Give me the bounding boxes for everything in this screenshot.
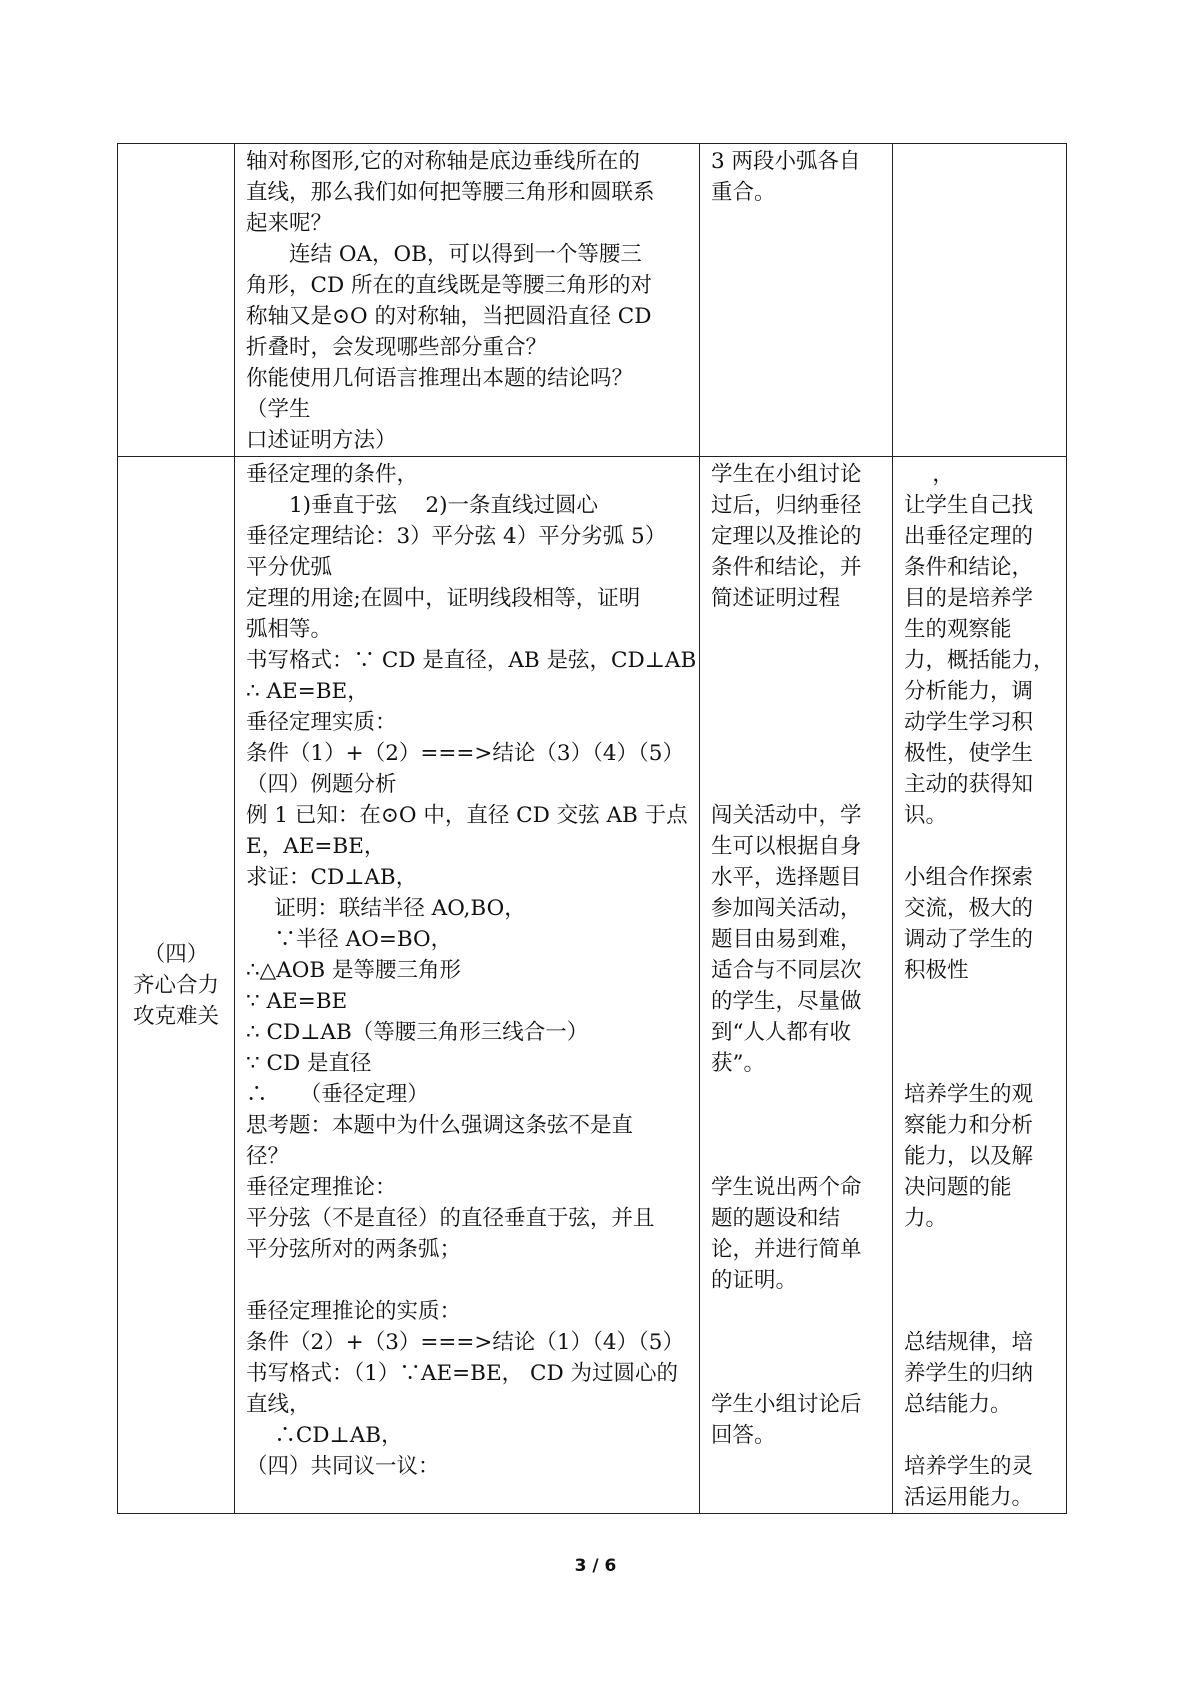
text-line: E，AE=BE， <box>246 834 386 859</box>
text-line: 积极性 <box>904 958 969 983</box>
text-line: 题的题设和结 <box>711 1206 841 1231</box>
page-number: 3 / 6 <box>574 1556 617 1576</box>
design-purpose-cell <box>893 144 1067 457</box>
blank-line <box>711 1110 884 1141</box>
text-line: 定理以及推论的 <box>711 524 862 549</box>
blank-line <box>904 1048 1058 1079</box>
text-line: 径？ <box>246 1144 290 1169</box>
text-line: 总结能力。 <box>904 1392 1012 1417</box>
text-line: 题目由易到难， <box>711 927 862 952</box>
text-line: ∴ （垂径定理） <box>246 1082 429 1107</box>
text-line: 条件（2）+（3）===>结论（1）（4）（5） <box>246 1330 684 1355</box>
text-line: ∵ AE=BE <box>246 989 348 1014</box>
text-line: 连结 OA，OB，可以得到一个等腰三 <box>246 242 642 267</box>
blank-line <box>711 1358 884 1389</box>
stage-cell <box>118 144 235 457</box>
blank-line <box>904 1420 1058 1451</box>
text-line: 生的观察能 <box>904 617 1012 642</box>
text-line: 主动的获得知 <box>904 772 1034 797</box>
text-line: 极性，使学生 <box>904 741 1034 766</box>
text-line: 能力，以及解 <box>904 1144 1034 1169</box>
blank-line <box>904 831 1058 862</box>
table-row <box>118 457 1067 1514</box>
blank-line <box>711 769 884 800</box>
blank-line <box>711 1296 884 1327</box>
text-line: 学生说出两个命 <box>711 1175 862 1200</box>
blank-line <box>711 1079 884 1110</box>
text-line: 培养学生的灵 <box>904 1454 1034 1479</box>
text-line: 力，概括能力， <box>904 648 1055 673</box>
text-line: 条件和结论， <box>904 555 1034 580</box>
design-purpose-cell <box>893 457 1067 1514</box>
text-line: 的学生，尽量做 <box>711 989 862 1014</box>
text-line: 力。 <box>904 1206 948 1231</box>
text-line: 获”。 <box>711 1051 765 1076</box>
text-line: （四）例题分析 <box>246 772 397 797</box>
blank-line <box>904 1017 1058 1048</box>
text-line: 水平，选择题目 <box>711 865 862 890</box>
text-line: 轴对称图形,它的对称轴是底边垂线所在的 <box>246 149 640 174</box>
student-activity-cell <box>700 457 893 1514</box>
text-line: 回答。 <box>711 1423 776 1448</box>
text-line: 证明：联结半径 AO,BO， <box>246 896 526 921</box>
text-line: 直线，那么我们如何把等腰三角形和圆联系 <box>246 180 655 205</box>
text-line: 攻克难关 <box>132 1003 219 1029</box>
blank-line <box>711 1141 884 1172</box>
text-line: 识。 <box>904 803 948 828</box>
content-cell <box>235 144 700 457</box>
text-line: 目的是培养学 <box>904 586 1034 611</box>
text-line: ∵ CD 是直径 <box>246 1051 372 1076</box>
text-line: 分析能力，调 <box>904 679 1034 704</box>
text-line: 学生在小组讨论 <box>711 462 862 487</box>
text-line: 垂径定理结论：3）平分弦 4）平分劣弧 5） <box>246 524 667 549</box>
text-line: 动学生学习积 <box>904 710 1034 735</box>
blank-line <box>711 676 884 707</box>
text-line: 简述证明过程 <box>711 586 841 611</box>
text-line: 书写格式：∵ CD 是直径，AB 是弦，CD⊥AB <box>246 648 697 673</box>
text-line: 论，并进行简单 <box>711 1237 862 1262</box>
blank-line <box>246 1265 691 1296</box>
text-line: 定理的用途;在圆中，证明线段相等，证明 <box>246 586 641 611</box>
text-line: 到“人人都有收 <box>711 1020 851 1045</box>
text-line: 调动了学生的 <box>904 927 1034 952</box>
text-line: ， <box>904 462 954 487</box>
text-line: 小组合作探索 <box>904 865 1034 890</box>
text-line: 察能力和分析 <box>904 1113 1034 1138</box>
lesson-table <box>117 143 1067 1514</box>
text-line: ∴ CD⊥AB（等腰三角形三线合一） <box>246 1020 589 1045</box>
text-line: 平分优弧 <box>246 555 333 580</box>
text-line: 条件和结论，并 <box>711 555 862 580</box>
text-line: 思考题：本题中为什么强调这条弦不是直 <box>246 1113 634 1138</box>
text-line: 生可以根据自身 <box>711 834 862 859</box>
text-line: 垂径定理推论的实质： <box>246 1299 462 1324</box>
text-line: 重合。 <box>711 180 776 205</box>
blank-line <box>711 738 884 769</box>
content-cell <box>235 457 700 1514</box>
text-line: 3 两段小弧各自 <box>711 149 861 174</box>
table-row <box>118 144 1067 457</box>
text-line: 的证明。 <box>711 1268 798 1293</box>
text-line: 参加闯关活动， <box>711 896 862 921</box>
text-line: 出垂径定理的 <box>904 524 1034 549</box>
text-line: 垂径定理的条件， <box>246 462 419 487</box>
text-line: （四） <box>143 941 209 967</box>
text-line: 平分弦（不是直径）的直径垂直于弦，并且 <box>246 1206 655 1231</box>
text-line: 1)垂直于弦 2)一条直线过圆心 <box>246 493 598 518</box>
text-line: 让学生自己找 <box>904 493 1034 518</box>
text-line: 求证：CD⊥AB， <box>246 865 418 890</box>
text-line: （四）共同议一议： <box>246 1454 440 1479</box>
student-activity-cell <box>700 144 893 457</box>
text-line: 过后，归纳垂径 <box>711 493 862 518</box>
text-line: ∴△AOB 是等腰三角形 <box>246 958 462 983</box>
stage-cell <box>118 457 235 1514</box>
blank-line <box>904 1265 1058 1296</box>
blank-line <box>711 614 884 645</box>
text-line: 起来呢？ <box>246 211 333 236</box>
blank-line <box>711 1327 884 1358</box>
text-line: 总结规律，培 <box>904 1330 1034 1355</box>
blank-line <box>711 707 884 738</box>
text-line: 培养学生的观 <box>904 1082 1034 1107</box>
text-line: 闯关活动中，学 <box>711 803 862 828</box>
text-line: 弧相等。 <box>246 617 333 642</box>
text-line: 书写格式：（1）∵AE=BE， CD 为过圆心的 <box>246 1361 679 1386</box>
text-line: 交流，极大的 <box>904 896 1034 921</box>
text-line: （学生 <box>246 397 311 422</box>
text-line: 适合与不同层次 <box>711 958 862 983</box>
text-line: 学生小组讨论后 <box>711 1392 862 1417</box>
text-line: ∴ AE=BE， <box>246 679 369 704</box>
text-line: 直线， <box>246 1392 311 1417</box>
text-line: 折叠时，会发现哪些部分重合？ <box>246 335 548 360</box>
text-line: 活运用能力。 <box>904 1485 1034 1510</box>
text-line: 角形，CD 所在的直线既是等腰三角形的对 <box>246 273 653 298</box>
text-line: 口述证明方法） <box>246 428 397 453</box>
text-line: 垂径定理实质： <box>246 710 397 735</box>
text-line: 例 1 已知：在⊙O 中，直径 CD 交弦 AB 于点 <box>246 803 688 828</box>
text-line: 条件（1）+（2）===>结论（3）（4）（5） <box>246 741 684 766</box>
text-line: 养学生的归纳 <box>904 1361 1034 1386</box>
text-line: 垂径定理推论： <box>246 1175 397 1200</box>
text-line: ∵半径 AO=BO， <box>246 927 453 952</box>
text-line: 你能使用几何语言推理出本题的结论吗？ <box>246 366 634 391</box>
text-line: 称轴又是⊙O 的对称轴，当把圆沿直径 CD <box>246 304 652 329</box>
blank-line <box>904 986 1058 1017</box>
text-line: 决问题的能 <box>904 1175 1012 1200</box>
blank-line <box>904 1296 1058 1327</box>
text-line: 平分弦所对的两条弧； <box>246 1237 462 1262</box>
text-line: ∴CD⊥AB， <box>246 1423 403 1448</box>
blank-line <box>904 1234 1058 1265</box>
text-line: 齐心合力 <box>132 972 219 998</box>
blank-line <box>711 645 884 676</box>
